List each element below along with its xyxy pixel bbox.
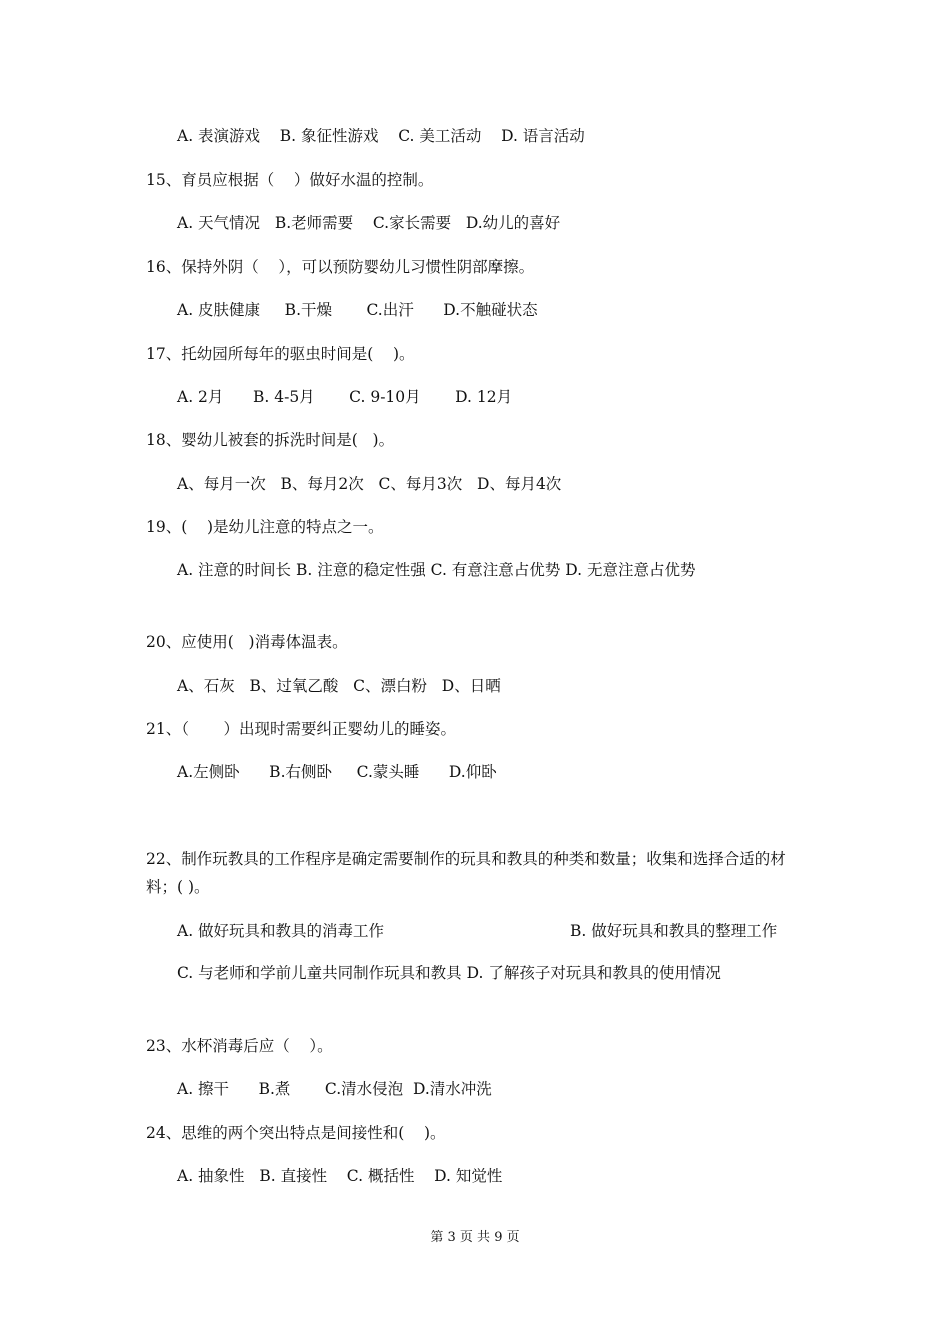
question-16: 16、保持外阴（ ），可以预防婴幼儿习惯性阴部摩擦。 bbox=[146, 258, 535, 276]
q16-options: A. 皮肤健康 B.干燥 C.出汗 D.不触碰状态 bbox=[177, 301, 538, 319]
q24-options: A. 抽象性 B. 直接性 C. 概括性 D. 知觉性 bbox=[177, 1167, 503, 1185]
q22-options-cd: C. 与老师和学前儿童共同制作玩具和教具 D. 了解孩子对玩具和教具的使用情况 bbox=[177, 964, 721, 982]
q21-options: A.左侧卧 B.右侧卧 C.蒙头睡 D.仰卧 bbox=[177, 763, 497, 781]
q19-options: A. 注意的时间长 B. 注意的稳定性强 C. 有意注意占优势 D. 无意注意占优势 bbox=[177, 561, 696, 579]
question-24: 24、思维的两个突出特点是间接性和( )。 bbox=[146, 1124, 446, 1142]
q14-options: A. 表演游戏 B. 象征性游戏 C. 美工活动 D. 语言活动 bbox=[177, 127, 585, 145]
question-22: 22、制作玩教具的工作程序是确定需要制作的玩具和教具的种类和数量；收集和选择合适的材料；( )。 bbox=[146, 850, 786, 896]
question-19: 19、( )是幼儿注意的特点之一。 bbox=[146, 518, 384, 536]
q15-options: A. 天气情况 B.老师需要 C.家长需要 D.幼儿的喜好 bbox=[177, 214, 561, 232]
q23-options: A. 擦干 B.煮 C.清水侵泡 D.清水冲洗 bbox=[177, 1080, 492, 1098]
page-footer: 第 3 页 共 9 页 bbox=[430, 1230, 520, 1245]
q22-option-a: A. 做好玩具和教具的消毒工作 bbox=[177, 922, 385, 940]
q22-option-b: B. 做好玩具和教具的整理工作 bbox=[570, 922, 778, 940]
q18-options: A、每月一次 B、每月2次 C、每月3次 D、每月4次 bbox=[177, 475, 562, 493]
question-21: 21、（ ）出现时需要纠正婴幼儿的睡姿。 bbox=[146, 720, 456, 738]
question-20: 20、应使用( )消毒体温表。 bbox=[146, 633, 348, 651]
question-18: 18、婴幼儿被套的拆洗时间是( )。 bbox=[146, 431, 395, 449]
q20-options: A、石灰 B、过氧乙酸 C、漂白粉 D、日晒 bbox=[177, 677, 501, 695]
question-17: 17、托幼园所每年的驱虫时间是( )。 bbox=[146, 345, 415, 363]
question-23: 23、水杯消毒后应（ ）。 bbox=[146, 1037, 333, 1055]
q17-options: A. 2月 B. 4-5月 C. 9-10月 D. 12月 bbox=[177, 388, 513, 406]
question-15: 15、育员应根据（ ）做好水温的控制。 bbox=[146, 171, 434, 189]
